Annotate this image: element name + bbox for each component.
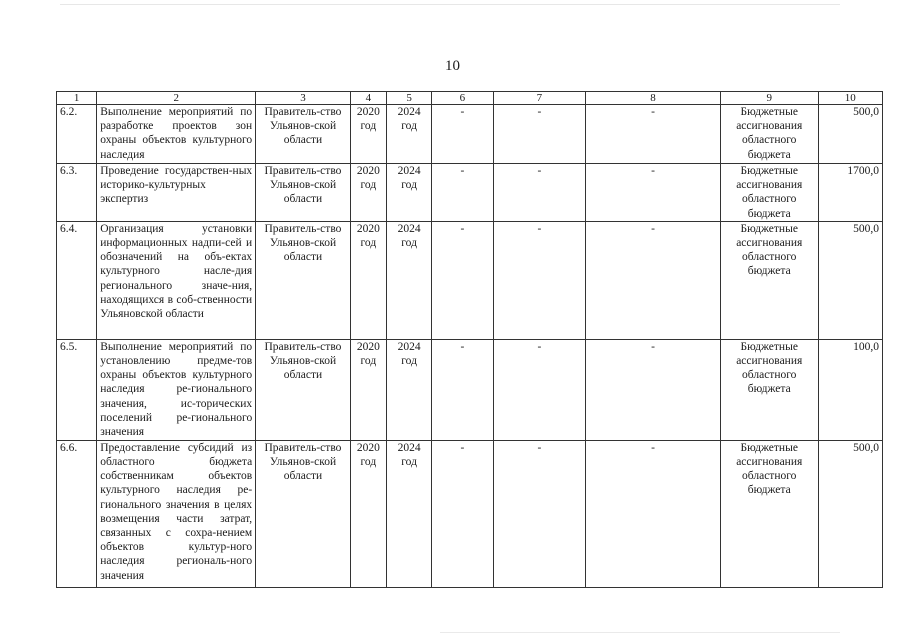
col-6-value: - — [432, 339, 493, 440]
col-6-value: - — [432, 105, 493, 164]
funding-amount: 1700,0 — [818, 164, 882, 222]
executor: Правитель-ство Ульянов-ской области — [256, 339, 351, 440]
activity-name: Выполнение мероприятий по установлению предме-тов охраны объектов культурного наследия ре-гионального значения, ис-торических поселений ре-гионального значения — [97, 339, 256, 440]
header-col-2: 2 — [97, 92, 256, 105]
header-col-6: 6 — [432, 92, 493, 105]
col-7-value: - — [493, 339, 586, 440]
page-number: 10 — [445, 58, 460, 74]
col-7-value: - — [493, 440, 586, 587]
funding-source: Бюджетные ассигнования областного бюджета — [720, 221, 818, 339]
col-7-value: - — [493, 164, 586, 222]
table-row — [57, 339, 883, 440]
header-col-4: 4 — [350, 92, 386, 105]
end-year: 2024 год — [386, 221, 431, 339]
activity-name: Выполнение мероприятий по разработке проектов зон охраны объектов культурного наследия — [97, 105, 256, 164]
funding-source: Бюджетные ассигнования областного бюджета — [720, 339, 818, 440]
col-7-value: - — [493, 105, 586, 164]
header-col-5: 5 — [386, 92, 431, 105]
header-col-7: 7 — [493, 92, 586, 105]
scan-artifact — [440, 632, 840, 633]
end-year: 2024 год — [386, 339, 431, 440]
executor: Правитель-ство Ульянов-ской области — [256, 221, 351, 339]
header-col-9: 9 — [720, 92, 818, 105]
funding-source: Бюджетные ассигнования областного бюджета — [720, 440, 818, 587]
header-col-3: 3 — [256, 92, 351, 105]
activity-name: Предоставление субсидий из областного бюджета собственникам объектов культурного наследия ре-гионального значения в целях возмещения части затрат, связанных с сохра-нением объектов культур-ного наследия региональ-ного значения — [97, 440, 256, 587]
start-year: 2020 год — [350, 440, 386, 587]
row-number: 6.4. — [57, 221, 97, 339]
start-year: 2020 год — [350, 221, 386, 339]
table-row — [57, 440, 883, 587]
col-6-value: - — [432, 221, 493, 339]
funding-amount: 100,0 — [818, 339, 882, 440]
header-col-1: 1 — [57, 92, 97, 105]
table-row — [57, 221, 883, 339]
program-activities-table — [56, 91, 883, 588]
col-8-value: - — [586, 440, 721, 587]
header-row — [57, 92, 883, 105]
activity-name: Организация установки информационных надпи-сей и обозначений на объ-ектах культурного насле-дия регионального значе-ния, находящихся в соб-ственности Ульяновской области — [97, 221, 256, 339]
executor: Правитель-ство Ульянов-ской области — [256, 105, 351, 164]
scan-artifact — [60, 4, 840, 5]
end-year: 2024 год — [386, 440, 431, 587]
start-year: 2020 год — [350, 164, 386, 222]
funding-amount: 500,0 — [818, 440, 882, 587]
col-8-value: - — [586, 164, 721, 222]
funding-source: Бюджетные ассигнования областного бюджета — [720, 164, 818, 222]
funding-source: Бюджетные ассигнования областного бюджета — [720, 105, 818, 164]
start-year: 2020 год — [350, 105, 386, 164]
col-8-value: - — [586, 339, 721, 440]
activity-name: Проведение государствен-ных историко-культурных экспертиз — [97, 164, 256, 222]
col-6-value: - — [432, 440, 493, 587]
col-8-value: - — [586, 221, 721, 339]
col-8-value: - — [586, 105, 721, 164]
executor: Правитель-ство Ульянов-ской области — [256, 440, 351, 587]
col-7-value: - — [493, 221, 586, 339]
col-6-value: - — [432, 164, 493, 222]
table-row — [57, 105, 883, 164]
start-year: 2020 год — [350, 339, 386, 440]
header-col-8: 8 — [586, 92, 721, 105]
end-year: 2024 год — [386, 164, 431, 222]
row-number: 6.6. — [57, 440, 97, 587]
header-col-10: 10 — [818, 92, 882, 105]
funding-amount: 500,0 — [818, 221, 882, 339]
table-row — [57, 164, 883, 222]
executor: Правитель-ство Ульянов-ской области — [256, 164, 351, 222]
row-number: 6.2. — [57, 105, 97, 164]
funding-amount: 500,0 — [818, 105, 882, 164]
row-number: 6.5. — [57, 339, 97, 440]
row-number: 6.3. — [57, 164, 97, 222]
end-year: 2024 год — [386, 105, 431, 164]
